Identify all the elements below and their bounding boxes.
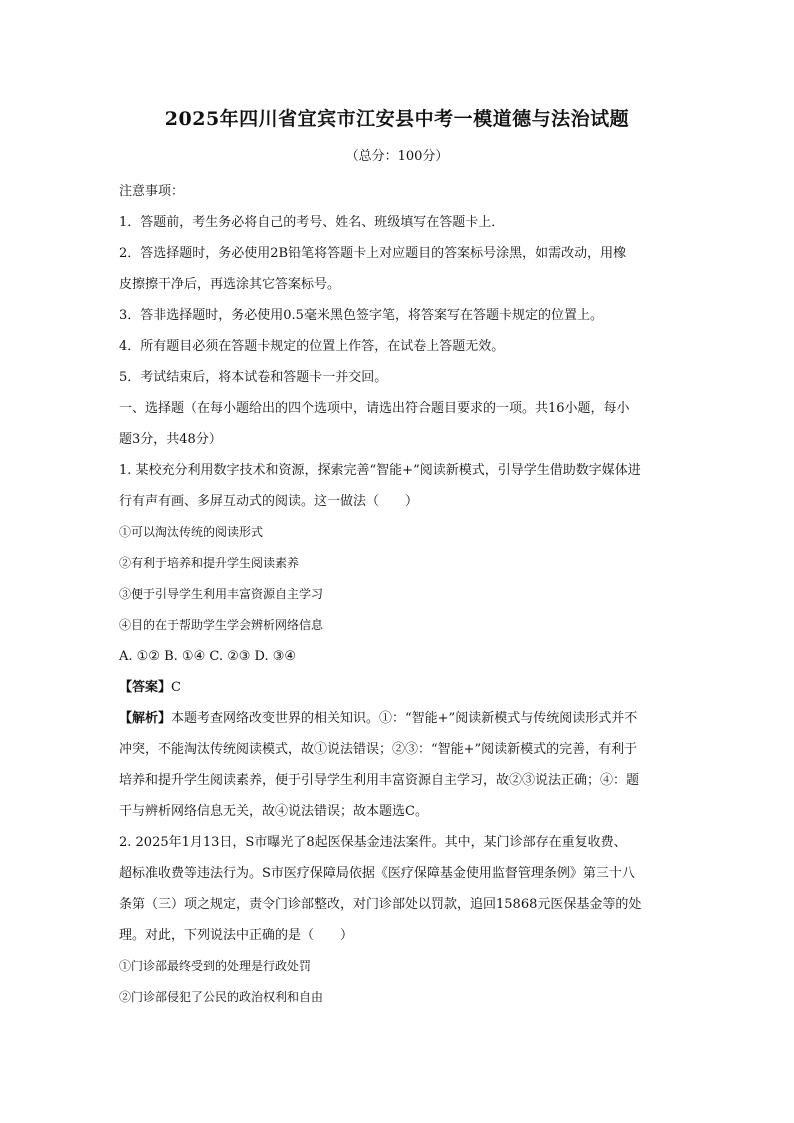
question-2-stem: 2. 2025年1月13日，S市曝光了8起医保基金违法案件。其中，某门诊部存在重复收费、 bbox=[119, 835, 627, 850]
notice-item: 1．答题前，考生务必将自己的考号、姓名、班级填写在答题卡上． bbox=[119, 215, 505, 230]
document-body bbox=[119, 176, 679, 1013]
notice-item: 3．答非选择题时，务必使用0.5毫米黑色签字笔，将答案写在答题卡规定的位置上。 bbox=[119, 308, 603, 323]
question-2-option: ①门诊部最终受到的处理是行政处罚 bbox=[119, 959, 312, 973]
answer-value: C bbox=[171, 680, 181, 695]
question-1-stem: 行有声有画、多屏互动式的阅读。这一做法（ ） bbox=[119, 494, 419, 509]
question-1-choices: A. ①② B. ①④ C. ②③ D. ③④ bbox=[119, 649, 297, 664]
question-2-stem: 条第（三）项之规定，责令门诊部整改，对门诊部处以罚款，追回15868元医保基金等的处 bbox=[119, 897, 642, 912]
question-1-option: ④目的在于帮助学生学会辨析网络信息 bbox=[119, 618, 324, 632]
question-2-option: ②门诊部侵犯了公民的政治权利和自由 bbox=[119, 990, 324, 1004]
question-1-stem: 1. 某校充分利用数字技术和资源，探索完善“智能+”阅读新模式，引导学生借助数字媒体进 bbox=[119, 463, 641, 478]
notice-heading: 注意事项： bbox=[119, 184, 185, 199]
page-title: 2025年四川省宜宾市江安县中考一模道德与法治试题 bbox=[164, 108, 630, 130]
notice-item: 5．考试结束后，将本试卷和答题卡一并交回。 bbox=[119, 370, 388, 385]
notice-item: 2．答选择题时，务必使用2B铅笔将答题卡上对应题目的答案标号涂黑，如需改动，用橡 bbox=[119, 246, 627, 261]
question-2-stem: 理。对此，下列说法中正确的是（ ） bbox=[119, 928, 354, 943]
answer-label: 【答案】 bbox=[119, 680, 172, 695]
section-heading: 一、选择题（在每小题给出的四个选项中，请选出符合题目要求的一项。共16小题，每小 bbox=[119, 401, 630, 416]
question-1-analysis: 培养和提升学生阅读素养，便于引导学生利用丰富资源自主学习，故②③说法正确；④：题 bbox=[119, 773, 640, 788]
question-1-analysis: 冲突，不能淘汰传统阅读模式，故①说法错误；②③：“智能+”阅读新模式的完善，有利于 bbox=[119, 742, 638, 757]
total-score: （总分：100分） bbox=[345, 149, 449, 164]
question-2-stem: 超标准收费等违法行为。S市医疗保障局依据《医疗保障基金使用监督管理条例》第三十八 bbox=[119, 866, 635, 881]
question-1-analysis bbox=[119, 703, 679, 734]
question-1-option: ②有利于培养和提升学生阅读素养 bbox=[119, 556, 300, 570]
notice-item: 4．所有题目必须在答题卡规定的位置上作答，在试卷上答题无效。 bbox=[119, 339, 505, 354]
analysis-label: 【解析】 bbox=[119, 711, 172, 726]
question-1-option: ③便于引导学生利用丰富资源自主学习 bbox=[119, 587, 324, 601]
analysis-text: 本题考查网络改变世界的相关知识。①：“智能+”阅读新模式与传统阅读形式并不 bbox=[171, 711, 638, 726]
question-1-analysis: 干与辨析网络信息无关，故④说法错误；故本题选C。 bbox=[119, 804, 428, 819]
notice-item: 皮擦擦干净后，再选涂其它答案标号。 bbox=[119, 277, 341, 292]
section-heading: 题3分，共48分） bbox=[119, 432, 222, 447]
question-1-option: ①可以淘汰传统的阅读形式 bbox=[119, 525, 264, 539]
question-1-answer bbox=[119, 672, 679, 703]
